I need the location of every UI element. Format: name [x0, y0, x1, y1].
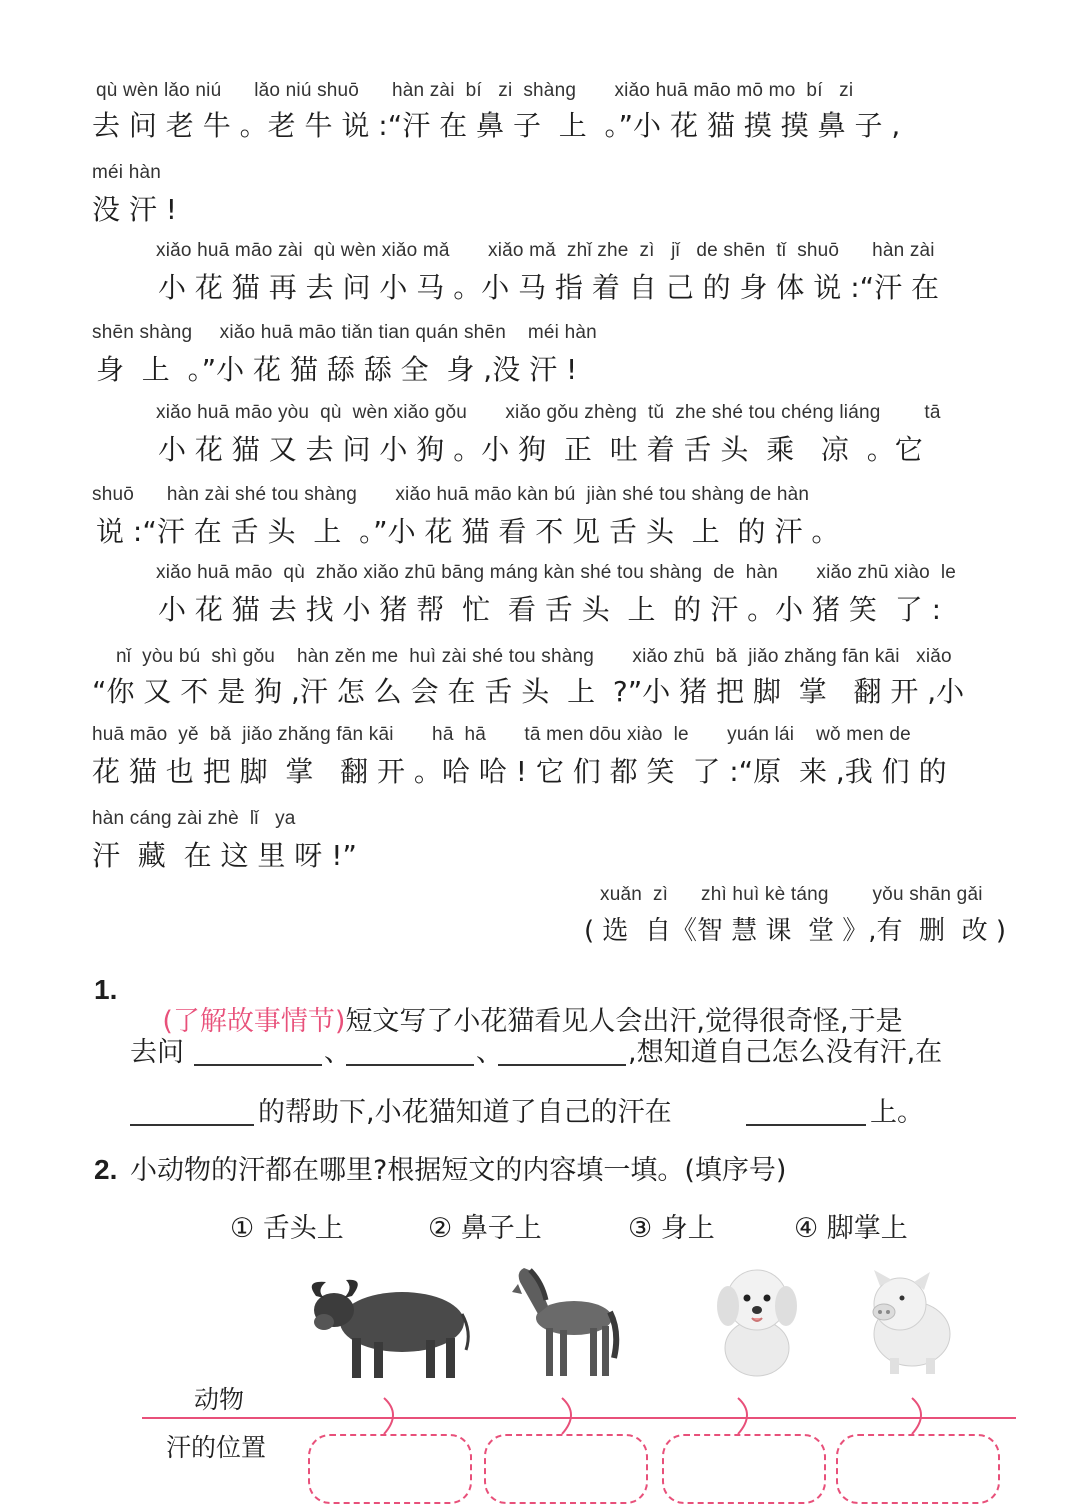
text-line-3: 小 花 猫 再 去 问 小 马 。小 马 指 着 自 己 的 身 体 说 :“汗 在 — [158, 271, 940, 304]
pinyin-line-2: méi hàn — [92, 162, 161, 183]
buffalo-icon — [302, 1272, 474, 1384]
text-line-8: “你 又 不 是 狗 ,汗 怎 么 会 在 舌 头 上 ?”小 猪 把 脚 掌 翻 开 ,小 — [92, 675, 965, 708]
separator-2: 、 — [476, 1037, 503, 1068]
puppy-icon — [712, 1262, 802, 1380]
pinyin-line-4: shēn shàng xiǎo huā māo tiǎn tian quán shēn méi hàn — [92, 322, 597, 343]
pinyin-line-3: xiǎo huā māo zài qù wèn xiǎo mǎ xiǎo mǎ zhǐ zhe zì jǐ de shēn tǐ shuō hàn zài — [156, 240, 935, 261]
answer-box-buffalo[interactable] — [308, 1434, 472, 1504]
pinyin-line-8: nǐ yòu bú shì gǒu hàn zěn me huì zài shé tou shàng xiǎo zhū bǎ jiǎo zhǎng fān kāi xiǎo — [116, 646, 952, 667]
question-1-tag: (了解故事情节) — [162, 1006, 346, 1037]
question-2-number: 2. — [94, 1154, 118, 1185]
pinyin-line-6: shuō hàn zài shé tou shàng xiǎo huā māo kàn bú jiàn shé tou shàng de hàn — [92, 484, 810, 505]
question-1-line3-middle: 的帮助下,小花猫知道了自己的汗在 — [258, 1097, 672, 1128]
answer-blank-4[interactable] — [130, 1124, 254, 1126]
pig-icon — [860, 1268, 960, 1376]
text-line-2: 没 汗 ! — [92, 193, 178, 226]
text-line-9: 花 猫 也 把 脚 掌 翻 开 。哈 哈 ! 它 们 都 笑 了 :“原 来 ,我 们 的 — [92, 755, 947, 788]
question-1-number: 1. — [94, 974, 118, 1005]
text-line-5: 小 花 猫 又 去 问 小 狗 。小 狗 正 吐 着 舌 头 乘 凉 。它 — [158, 433, 923, 466]
question-1-line2-prefix: 去问 — [130, 1037, 184, 1068]
answer-box-horse[interactable] — [484, 1434, 648, 1504]
answer-blank-2[interactable] — [346, 1064, 474, 1066]
text-line-1: 去 问 老 牛 。老 牛 说 :“汗 在 鼻 子 上 。”小 花 猫 摸 摸 鼻 子 , — [92, 109, 901, 142]
answer-box-pig[interactable] — [836, 1434, 1000, 1504]
text-line-10: 汗 藏 在 这 里 呀 !” — [92, 839, 357, 872]
pinyin-line-7: xiǎo huā māo qù zhǎo xiǎo zhū bāng máng kàn shé tou shàng de hàn xiǎo zhū xiào le — [156, 562, 957, 583]
option-4: ④ 脚掌上 — [794, 1213, 908, 1244]
source-citation: ( 选 自《智 慧 课 堂 》,有 删 改 ) — [584, 916, 1006, 946]
horse-icon — [508, 1262, 620, 1382]
timeline-line — [140, 1396, 1020, 1436]
separator-1: 、 — [324, 1037, 351, 1068]
row-label-animal: 动物 — [194, 1385, 245, 1414]
answer-blank-1[interactable] — [194, 1064, 322, 1066]
pinyin-line-5: xiǎo huā māo yòu qù wèn xiǎo gǒu xiǎo gǒu zhèng tǔ zhe shé tou chéng liáng tā — [156, 402, 941, 423]
option-2: ② 鼻子上 — [428, 1213, 542, 1244]
pinyin-line-1: qù wèn lǎo niú lǎo niú shuō hàn zài bí zi shàng xiǎo huā māo mō mo bí zi — [96, 80, 854, 101]
option-1: ① 舌头上 — [230, 1213, 344, 1244]
question-1-line2-suffix: ,想知道自己怎么没有汗,在 — [628, 1037, 943, 1068]
answer-box-puppy[interactable] — [662, 1434, 826, 1504]
question-1-line1: 短文写了小花猫看见人会出汗,觉得很奇怪,于是 — [345, 1006, 903, 1037]
pinyin-line-9: huā māo yě bǎ jiǎo zhǎng fān kāi hā hā tā men dōu xiào le yuán lái wǒ men de — [92, 724, 911, 745]
source-pinyin: xuǎn zì zhì huì kè táng yǒu shān gǎi — [600, 884, 983, 905]
answer-blank-3[interactable] — [498, 1064, 626, 1066]
text-line-7: 小 花 猫 去 找 小 猪 帮 忙 看 舌 头 上 的 汗 。小 猪 笑 了 : — [158, 593, 942, 626]
row-label-sweat: 汗的位置 — [166, 1433, 267, 1462]
question-1-line3-suffix: 上。 — [870, 1097, 924, 1128]
option-3: ③ 身上 — [628, 1213, 715, 1244]
question-2-prompt: 小动物的汗都在哪里?根据短文的内容填一填。(填序号) — [130, 1155, 787, 1186]
answer-blank-5[interactable] — [746, 1124, 866, 1126]
text-line-6: 说 :“汗 在 舌 头 上 。”小 花 猫 看 不 见 舌 头 上 的 汗 。 — [96, 515, 840, 548]
pinyin-line-10: hàn cáng zài zhè lǐ ya — [92, 808, 296, 829]
text-line-4: 身 上 。”小 花 猫 舔 舔 全 身 ,没 汗 ! — [96, 353, 578, 386]
